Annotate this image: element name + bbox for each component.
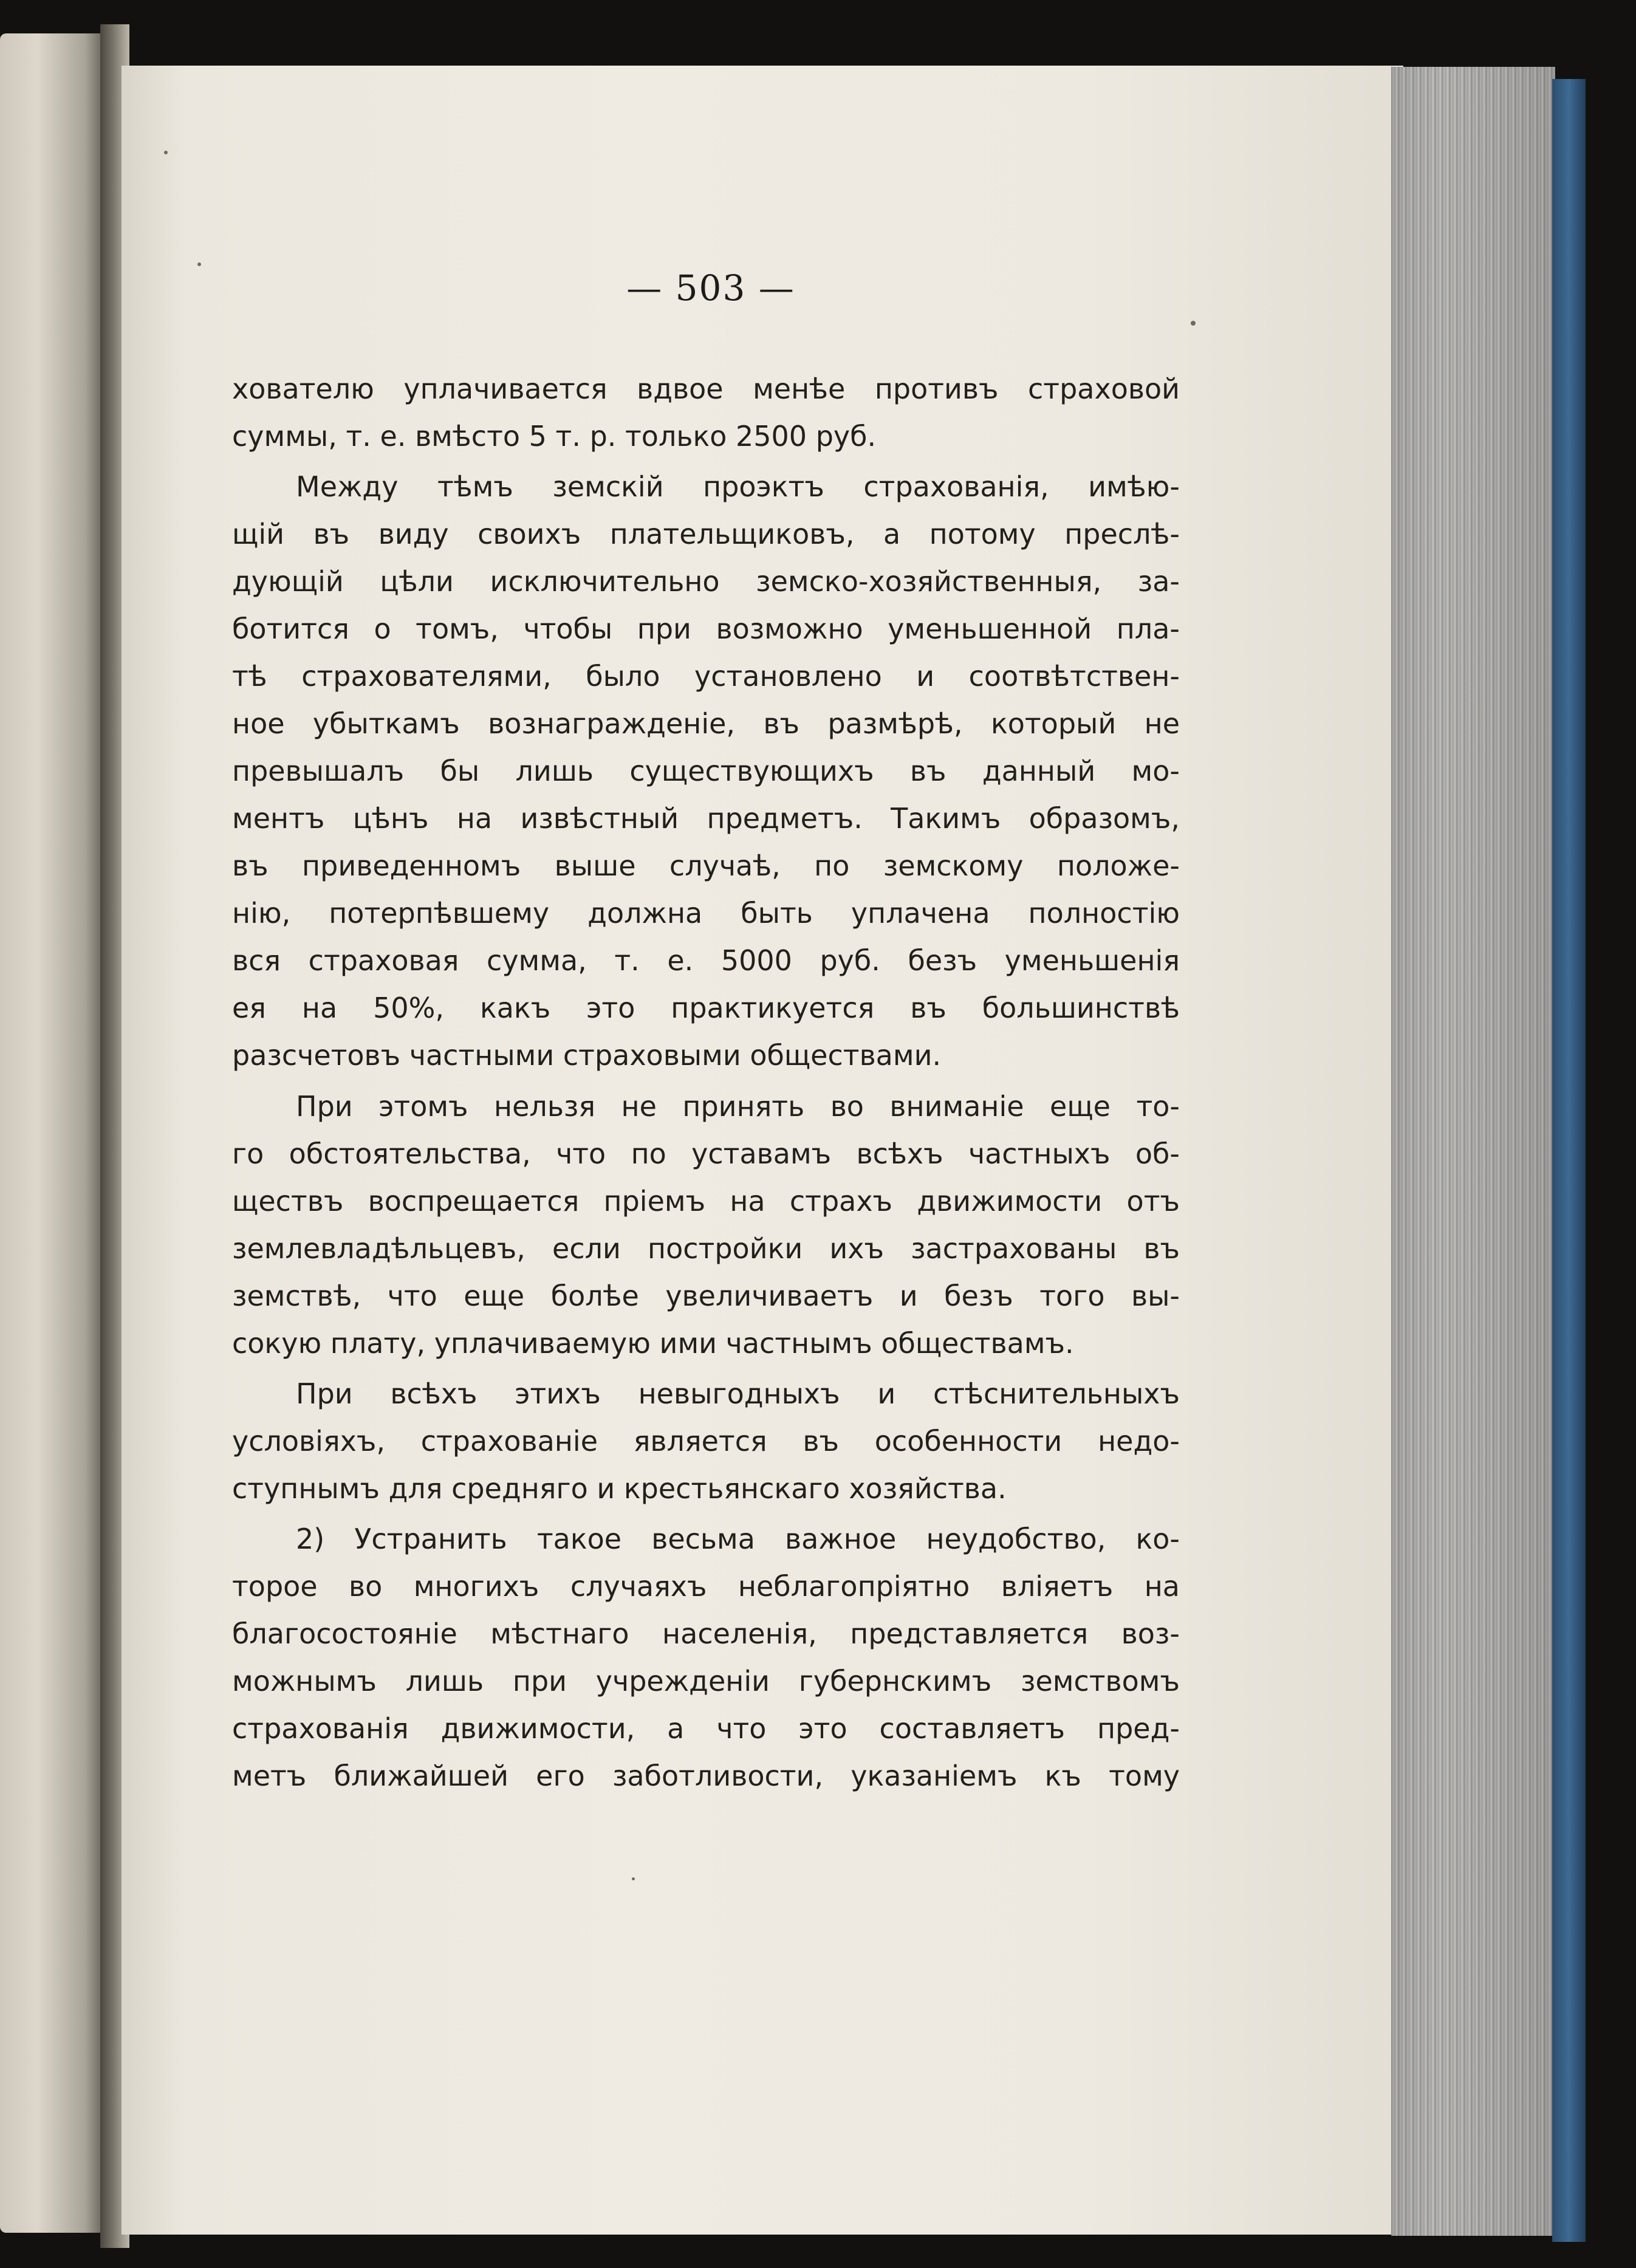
paper-speck [632,1877,635,1880]
text-line: сокую плату, уплачиваемую ими частнымъ обществамъ. [232,1327,1074,1360]
book-cover-edge [1552,79,1586,2242]
text-line: ществъ воспрещается пріемъ на страхъ движимости отъ [232,1185,1180,1218]
paragraph-first-line: 2) Устранить такое весьма важное неудобство, ко- [296,1523,1180,1555]
text-line: го обстоятельства, что по уставамъ всѣхъ частныхъ об- [232,1137,1180,1170]
page-number: — 503 — [626,267,795,309]
text-line: торое во многихъ случаяхъ неблагопріятно вліяетъ на [232,1570,1180,1603]
text-line: землевладѣльцевъ, если постройки ихъ застрахованы въ [232,1232,1180,1265]
text-line: ментъ цѣнъ на извѣстный предметъ. Такимъ образомъ, [232,802,1180,835]
text-line: благосостояніе мѣстнаго населенія, представляется воз- [232,1617,1180,1650]
paper-speck [197,262,201,266]
text-line: дующій цѣли исключительно земско-хозяйственныя, за- [232,565,1180,598]
text-line: вся страховая сумма, т. е. 5000 руб. безъ уменьшенія [232,944,1180,977]
paper-speck [1191,321,1196,326]
text-line: можнымъ лишь при учрежденіи губернскимъ земствомъ [232,1665,1180,1698]
text-line: суммы, т. е. вмѣсто 5 т. р. только 2500 руб. [232,420,877,453]
text-line: условіяхъ, страхованіе является въ особенности недо- [232,1425,1180,1458]
paragraph-first-line: При всѣхъ этихъ невыгодныхъ и стѣснительныхъ [296,1377,1180,1410]
text-line: хователю уплачивается вдвое менѣе противъ страховой [232,372,1180,405]
page-block-shadow [1391,67,1555,2236]
left-page-edge [0,33,106,2233]
text-line: разсчетовъ частными страховыми обществами. [232,1039,942,1072]
text-line: ное убыткамъ вознагражденіе, въ размѣрѣ, который не [232,707,1180,740]
text-line: превышалъ бы лишь существующихъ въ данный мо- [232,755,1180,787]
text-line: земствѣ, что еще болѣе увеличиваетъ и безъ того вы- [232,1280,1180,1312]
text-line: въ приведенномъ выше случаѣ, по земскому положе- [232,849,1180,882]
paper-speck [164,151,168,154]
paragraph-first-line: Между тѣмъ земскій проэктъ страхованія, имѣю- [296,470,1180,503]
text-line: страхованія движимости, а что это составляетъ пред- [232,1712,1180,1745]
paragraph-first-line: При этомъ нельзя не принять во вниманіе еще то- [296,1090,1180,1123]
text-line: ея на 50%, какъ это практикуется въ большинствѣ [232,992,1180,1024]
text-line: тѣ страхователями, было установлено и соотвѣтствен- [232,660,1180,693]
text-line: ступнымъ для средняго и крестьянскаго хозяйства. [232,1472,1007,1505]
text-line: метъ ближайшей его заботливости, указаніемъ къ тому [232,1759,1180,1792]
text-line: щій въ виду своихъ плательщиковъ, а потому преслѣ- [232,518,1180,550]
text-line: ботится о томъ, чтобы при возможно уменьшенной пла- [232,612,1180,645]
text-line: нію, потерпѣвшему должна быть уплачена полностію [232,897,1180,930]
